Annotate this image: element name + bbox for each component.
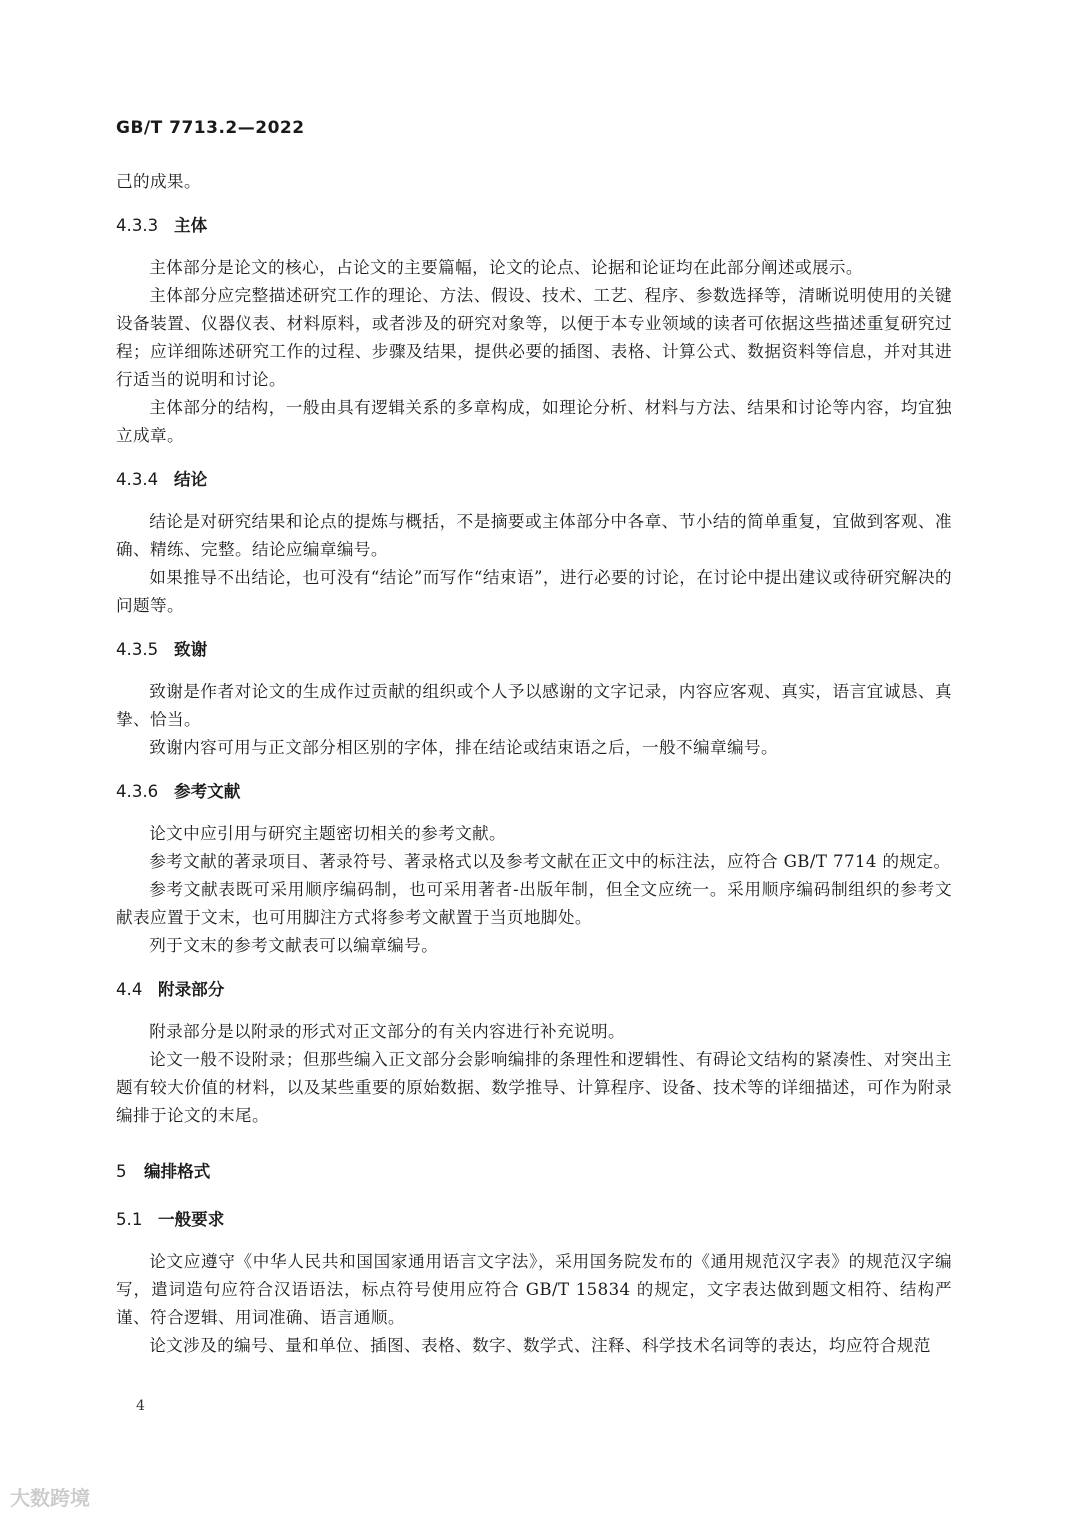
section-heading: [116, 778, 952, 806]
section-title: 一般要求: [158, 1210, 225, 1229]
paragraph: 主体部分是论文的核心，占论文的主要篇幅，论文的论点、论据和论证均在此部分阐述或展示。: [149, 258, 863, 277]
section-title: 致谢: [174, 640, 208, 659]
paragraph: 致谢内容可用与正文部分相区别的字体，排在结论或结束语之后，一般不编章编号。: [149, 738, 778, 757]
section-heading: [116, 1206, 952, 1234]
paragraph: 致谢是作者对论文的生成作过贡献的组织或个人予以感谢的文字记录，内容应客观、真实，语言宜诚恳、真挚、恰当。: [116, 682, 952, 729]
section-title: 参考文献: [174, 782, 241, 801]
section-heading: [116, 212, 952, 240]
section-number: 5: [116, 1162, 127, 1181]
page-number: 4: [136, 1398, 145, 1414]
paragraph: 论文中应引用与研究主题密切相关的参考文献。: [149, 824, 507, 843]
section-number: 4.4: [116, 980, 143, 999]
section-title: 编排格式: [144, 1162, 211, 1181]
paragraph: 主体部分应完整描述研究工作的理论、方法、假设、技术、工艺、程序、参数选择等，清晰说明使用的关键设备装置、仪器仪表、材料原料，或者涉及的研究对象等，以便于本专业领域的读者可依据这些描述重复研究过程；应详细陈述研究工作的过程、步骤及结果，提供必要的插图、表格、计算公式、数据资料等信息，并对其进行适当的说明和讨论。: [116, 286, 952, 389]
section-number: 4.3.3: [116, 216, 159, 235]
section-number: 4.3.5: [116, 640, 159, 659]
paragraph: 列于文末的参考文献表可以编章编号。: [149, 936, 439, 955]
watermark-logo: 大数跨境: [10, 1486, 90, 1510]
section-number: 5.1: [116, 1210, 143, 1229]
section-title: 附录部分: [158, 980, 225, 999]
section-number: 4.3.6: [116, 782, 159, 801]
document-body: [116, 168, 952, 1360]
section-number: 4.3.4: [116, 470, 159, 489]
paragraph: 论文应遵守《中华人民共和国国家通用语言文字法》，采用国务院发布的《通用规范汉字表》的规范汉字编写，遣词造句应符合汉语语法，标点符号使用应符合 GB/T 15834 的规定，文字表达做到题文相符、结构严谨、符合逻辑、用词准确、语言通顺。: [116, 1252, 952, 1327]
paragraph: 附录部分是以附录的形式对正文部分的有关内容进行补充说明。: [149, 1022, 626, 1041]
section-heading: [116, 1158, 952, 1186]
paragraph: 论文涉及的编号、量和单位、插图、表格、数字、数学式、注释、科学技术名词等的表达，均应符合规范: [149, 1336, 931, 1355]
section-title: 主体: [174, 216, 208, 235]
standard-code-header: GB/T 7713.2—2022: [116, 118, 305, 138]
section-title: 结论: [174, 470, 208, 489]
paragraph: 如果推导不出结论，也可没有“结论”而写作“结束语”，进行必要的讨论，在讨论中提出建议或待研究解决的问题等。: [116, 568, 952, 615]
section-heading: [116, 466, 952, 494]
section-heading: [116, 976, 952, 1004]
paragraph: 结论是对研究结果和论点的提炼与概括，不是摘要或主体部分中各章、节小结的简单重复，宜做到客观、准确、精练、完整。结论应编章编号。: [116, 512, 952, 559]
paragraph: 参考文献的著录项目、著录符号、著录格式以及参考文献在正文中的标注法，应符合 GB/T 7714 的规定。: [149, 852, 951, 871]
paragraph: 论文一般不设附录；但那些编入正文部分会影响编排的条理性和逻辑性、有碍论文结构的紧凑性、对突出主题有较大价值的材料，以及某些重要的原始数据、数学推导、计算程序、设备、技术等的详细描述，可作为附录编排于论文的末尾。: [116, 1050, 952, 1125]
paragraph: 己的成果。: [116, 172, 201, 191]
paragraph: 主体部分的结构，一般由具有逻辑关系的多章构成，如理论分析、材料与方法、结果和讨论等内容，均宜独立成章。: [116, 398, 952, 445]
paragraph: 参考文献表既可采用顺序编码制，也可采用著者-出版年制，但全文应统一。采用顺序编码制组织的参考文献表应置于文末，也可用脚注方式将参考文献置于当页地脚处。: [116, 880, 952, 927]
section-heading: [116, 636, 952, 664]
